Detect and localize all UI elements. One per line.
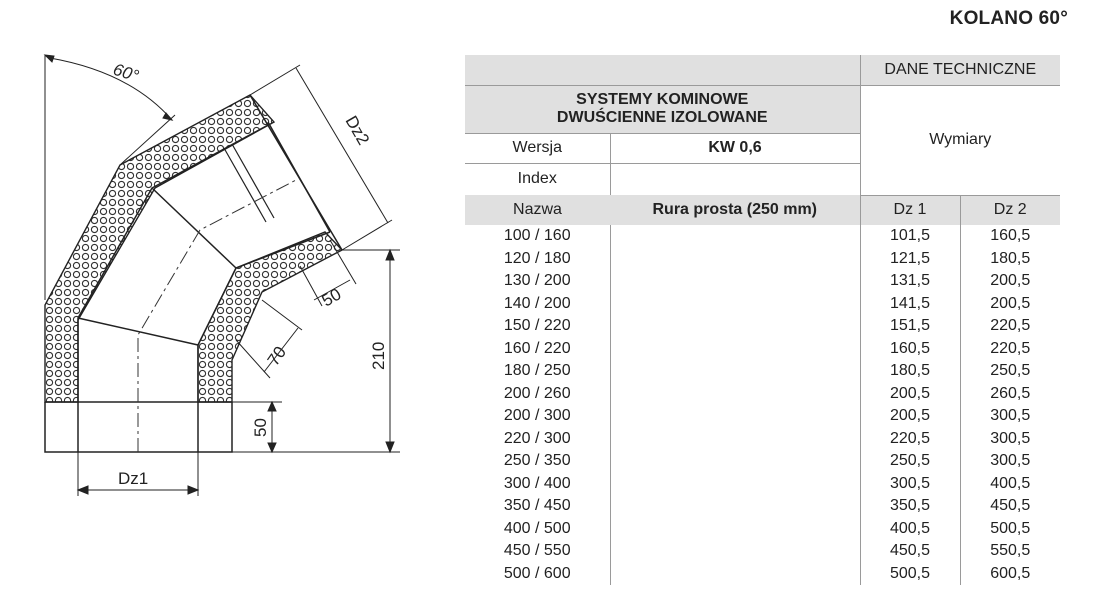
table-row	[465, 405, 1060, 428]
row-product-cell	[610, 383, 860, 406]
table-row	[465, 248, 1060, 271]
row-dz1: 400,5	[860, 518, 960, 541]
dim-50-bottom-label: 50	[251, 418, 270, 437]
table-row	[465, 315, 1060, 338]
row-dz2: 300,5	[990, 452, 1031, 470]
dim-70-label: 70	[263, 342, 291, 370]
row-product-cell	[610, 293, 860, 316]
table-row	[465, 338, 1060, 361]
row-product-cell	[610, 315, 860, 338]
table-row	[465, 293, 1060, 316]
table-row	[465, 270, 1060, 293]
row-dz1: 450,5	[860, 540, 960, 563]
row-product-cell	[610, 495, 860, 518]
table-body	[465, 225, 1060, 585]
nazwa-header: Nazwa	[465, 195, 610, 225]
row-dz1: 250,5	[860, 450, 960, 473]
index-label: Index	[465, 163, 610, 195]
row-nazwa: 350 / 450	[503, 497, 571, 515]
system-name-cell	[465, 85, 860, 133]
product-header: Rura prosta (250 mm)	[610, 195, 860, 225]
dim-210-label: 210	[369, 341, 388, 370]
technical-data-table	[465, 55, 1060, 585]
row-dz2: 220,5	[990, 317, 1031, 335]
index-value	[610, 163, 860, 195]
row-nazwa: 140 / 200	[503, 294, 571, 312]
system-line-1: SYSTEMY KOMINOWE	[576, 91, 749, 108]
dz2-label: Dz2	[341, 112, 374, 149]
row-dz1: 141,5	[860, 293, 960, 316]
row-dz1: 121,5	[860, 248, 960, 271]
row-product-cell	[610, 540, 860, 563]
row-dz1: 220,5	[860, 428, 960, 451]
row-dz1: 300,5	[860, 473, 960, 496]
insulation-inner-band	[198, 232, 342, 402]
row-dz1: 350,5	[860, 495, 960, 518]
row-nazwa: 160 / 220	[503, 339, 571, 357]
row-dz2: 260,5	[990, 384, 1031, 402]
row-nazwa: 180 / 250	[503, 362, 571, 380]
row-product-cell	[610, 225, 860, 248]
row-product-cell	[610, 518, 860, 541]
table-row	[465, 495, 1060, 518]
table-row	[465, 473, 1060, 496]
wersja-value: KW 0,6	[610, 133, 860, 163]
wymiary-header: Wymiary	[860, 85, 1060, 195]
dz2-dimension	[250, 65, 392, 250]
row-product-cell	[610, 563, 860, 586]
dz2-header: Dz 2	[960, 195, 1060, 225]
row-dz1: 160,5	[860, 338, 960, 361]
row-dz2: 600,5	[990, 564, 1031, 582]
row-dz2: 160,5	[990, 227, 1031, 245]
row-dz2: 200,5	[990, 272, 1031, 290]
page-title: KOLANO 60°	[949, 8, 1068, 29]
row-dz2: 300,5	[990, 429, 1031, 447]
row-dz2: 180,5	[990, 249, 1031, 267]
row-dz2: 220,5	[990, 339, 1031, 357]
row-nazwa: 500 / 600	[503, 564, 571, 582]
row-dz2: 300,5	[990, 407, 1031, 425]
row-dz1: 131,5	[860, 270, 960, 293]
row-dz2: 500,5	[990, 519, 1031, 537]
row-nazwa: 130 / 200	[503, 272, 571, 290]
table-row	[465, 518, 1060, 541]
row-dz2: 200,5	[990, 294, 1031, 312]
angle-label: 60°	[110, 59, 142, 86]
row-product-cell	[610, 338, 860, 361]
system-line-2: DWUŚCIENNE IZOLOWANE	[556, 109, 768, 126]
row-nazwa: 400 / 500	[503, 519, 571, 537]
row-dz2: 450,5	[990, 497, 1031, 515]
elbow-technical-drawing	[0, 0, 460, 610]
row-product-cell	[610, 428, 860, 451]
row-dz2: 400,5	[990, 474, 1031, 492]
table-row	[465, 540, 1060, 563]
row-product-cell	[610, 360, 860, 383]
table-row	[465, 360, 1060, 383]
dane-techniczne-header: DANE TECHNICZNE	[860, 55, 1060, 85]
row-nazwa: 120 / 180	[503, 249, 571, 267]
row-nazwa: 300 / 400	[503, 474, 571, 492]
row-nazwa: 250 / 350	[503, 452, 571, 470]
table-row	[465, 383, 1060, 406]
row-dz1: 101,5	[860, 225, 960, 248]
dz1-label: Dz1	[118, 469, 149, 488]
table-row	[465, 563, 1060, 586]
row-product-cell	[610, 270, 860, 293]
row-dz2: 250,5	[990, 362, 1031, 380]
row-nazwa: 100 / 160	[503, 227, 571, 245]
dim-50-top-label: 50	[318, 284, 345, 311]
row-dz1: 180,5	[860, 360, 960, 383]
row-nazwa: 150 / 220	[503, 317, 571, 335]
row-product-cell	[610, 248, 860, 271]
row-nazwa: 200 / 260	[503, 384, 571, 402]
row-nazwa: 200 / 300	[503, 407, 571, 425]
dz1-header: Dz 1	[860, 195, 960, 225]
row-dz1: 151,5	[860, 315, 960, 338]
row-dz1: 200,5	[860, 405, 960, 428]
row-product-cell	[610, 405, 860, 428]
row-dz1: 500,5	[860, 563, 960, 586]
row-nazwa: 450 / 550	[503, 542, 571, 560]
row-dz1: 200,5	[860, 383, 960, 406]
table-row	[465, 428, 1060, 451]
row-product-cell	[610, 450, 860, 473]
wersja-label: Wersja	[465, 133, 610, 163]
row-dz2: 550,5	[990, 542, 1031, 560]
row-nazwa: 220 / 300	[503, 429, 571, 447]
row-product-cell	[610, 473, 860, 496]
table-row	[465, 225, 1060, 248]
header-blank-cell	[465, 55, 860, 85]
table-row	[465, 450, 1060, 473]
